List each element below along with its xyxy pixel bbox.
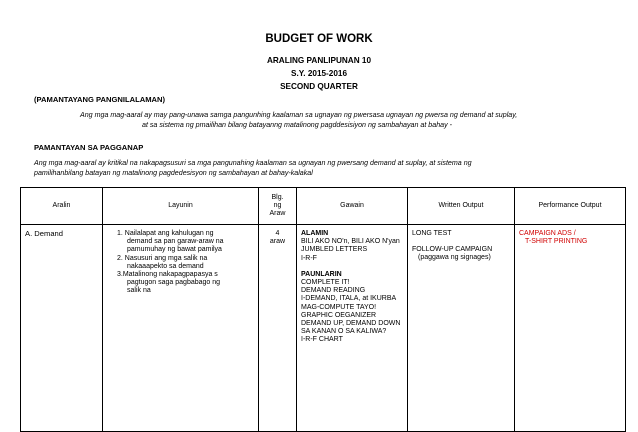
cell-performance-output	[515, 225, 626, 432]
layunin-list	[107, 230, 254, 296]
pamantayan-sa-pagganap-heading: PAMANTAYAN SA PAGGANAP	[34, 143, 144, 152]
layunin-line: 1. Nailalapat ang kahulugan ng	[117, 230, 214, 237]
gawain-item: DEMAND UP, DEMAND DOWN	[301, 320, 401, 328]
gawain-item: JUMBLED LETTERS	[301, 246, 368, 254]
pangnilalaman-line-1: Ang mga mag-aaral ay may pang-unawa samga pangunhing kaalaman sa ugnayan ng pwersasa ugnayan ng pwersa ng demand at suplay,	[80, 111, 518, 119]
gawain-item: I-DEMAND, ITALA, at IKURBA	[301, 295, 397, 303]
gawain-item: SA KANAN O SA KALIWA?	[301, 328, 387, 336]
budget-of-work-table	[20, 187, 626, 432]
layunin-line: salik na	[127, 287, 151, 295]
header-aralin: Aralin	[21, 188, 103, 225]
header-bilang-line-3: Araw	[269, 210, 286, 217]
pagganap-line-1: Ang mga mag-aaral ay kritikal na nakapagsusuri sa mga pangunahing kaalaman sa ugnayan ng pwersang demand at suplay, at sistema ng	[34, 159, 472, 167]
document-title: BUDGET OF WORK	[265, 33, 373, 45]
header-bilang-line-1: Blg.	[271, 194, 284, 201]
paunlarin-heading: PAUNLARIN	[301, 270, 342, 278]
layunin-line: 2. Nasusuri ang mga salik na	[117, 254, 208, 262]
layunin-line: pamumuhay ng bawat pamilya	[127, 246, 222, 254]
pamantayan-sa-pagganap-text	[34, 158, 634, 178]
pagganap-line-2: pamilihanbilang batayan ng matalinong pagdedesisyon ng sambahayan at bahay-kalakal	[34, 169, 313, 177]
gawain-item: MAG-COMPUTE TAYO!	[301, 303, 377, 311]
gawain-item: I-R-F	[301, 254, 317, 262]
araw-unit: araw	[269, 238, 286, 246]
gawain-item: COMPLETE IT!	[301, 279, 350, 287]
cell-aralin: A. Demand	[21, 225, 103, 432]
table-header-row	[21, 188, 626, 225]
alamin-heading: ALAMIN	[301, 230, 329, 237]
layunin-line: demand sa pan garaw-araw na	[127, 238, 224, 246]
layunin-line: pagtugon saga pagbabago ng	[127, 279, 221, 287]
cell-written-output	[408, 225, 515, 432]
gawain-item: DEMAND READING	[301, 287, 366, 295]
header-gawain: Gawain	[297, 188, 408, 225]
araw-count: 4	[275, 230, 280, 237]
quarter-heading: SECOND QUARTER	[280, 82, 358, 91]
layunin-line: nakaaapekto sa demand	[127, 262, 204, 270]
cell-layunin	[103, 225, 259, 432]
header-layunin: Layunin	[103, 188, 259, 225]
gawain-item: I-R-F CHART	[301, 336, 343, 344]
pamantayang-pangnilalaman-text	[80, 110, 625, 130]
header-bilang-ng-araw	[259, 188, 297, 225]
cell-gawain	[297, 225, 408, 432]
header-performance-output: Performance Output	[515, 188, 626, 225]
gawain-item: GRAPHIC OEGANIZER	[301, 311, 377, 319]
performance-item-tshirt: T-SHIRT PRINTING	[525, 238, 588, 246]
gawain-item: BILI AKO NO'n, BILI AKO N'yan	[301, 238, 400, 246]
header-written-output: Written Output	[408, 188, 515, 225]
table-row	[21, 225, 626, 432]
header-bilang-line-2: ng	[273, 202, 282, 209]
pangnilalaman-line-2: at sa sistema ng pmailihan bilang batayanng matalinong pagddesisiyon ng sambahayan at bahay -	[142, 121, 452, 129]
school-year-heading: S.Y. 2015-2016	[291, 69, 347, 78]
written-item-signages: (paggawa ng signages)	[418, 254, 491, 262]
layunin-line: 3.Matalinong nakapagpapasya s	[117, 271, 218, 279]
written-item-long-test: LONG TEST	[412, 230, 452, 237]
cell-bilang-ng-araw	[259, 225, 297, 432]
performance-item-campaign-ads: CAMPAIGN ADS /	[519, 230, 576, 237]
pamantayang-pangnilalaman-heading: (PAMANTAYANG PANGNILALAMAN)	[34, 95, 166, 104]
subject-heading: ARALING PANLIPUNAN 10	[266, 56, 372, 65]
written-item-follow-up: FOLLOW-UP CAMPAIGN	[412, 246, 493, 254]
